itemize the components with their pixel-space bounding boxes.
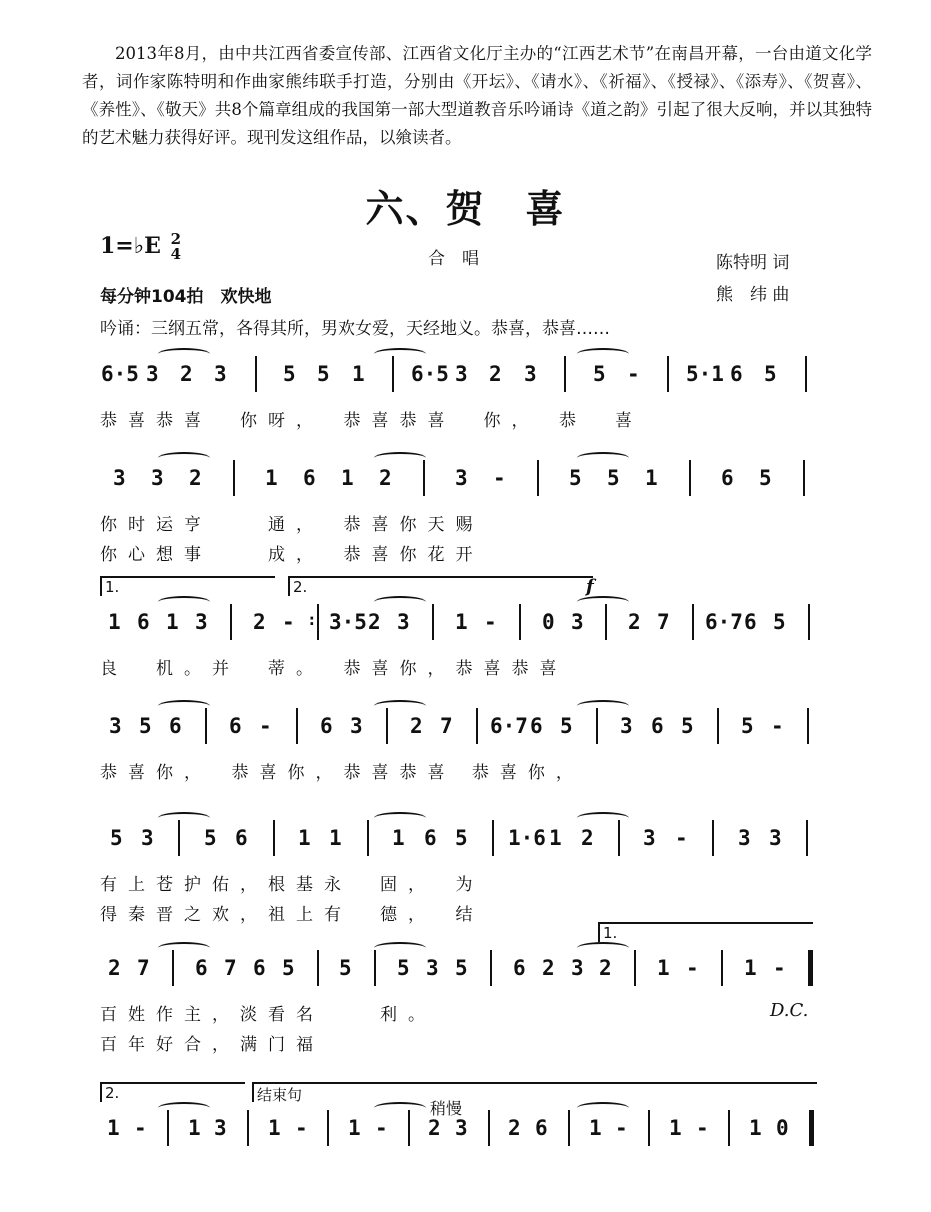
lyric-line: 恭喜你， 恭喜你，恭喜恭喜 恭喜你， (100, 763, 584, 783)
note: 1 (645, 466, 658, 490)
slur (577, 452, 629, 464)
barline (247, 1110, 249, 1146)
note: 0 (776, 1116, 789, 1140)
note: 6·5 (101, 362, 139, 386)
note: 3 (214, 362, 227, 386)
volta-second: 2. (100, 1082, 245, 1102)
notation-line (100, 1116, 822, 1150)
note: - (686, 956, 699, 980)
note: 3·5 (329, 610, 367, 634)
lyric-line: 百年好合，满门福 (100, 1035, 324, 1055)
barline (296, 708, 298, 744)
note: 1 (298, 826, 311, 850)
note: 5 (139, 714, 152, 738)
barline (808, 950, 813, 986)
note: 2 (581, 826, 594, 850)
note: 6 (169, 714, 182, 738)
slur (374, 700, 426, 712)
slur (158, 348, 210, 360)
performance-type: 合 唱 (428, 249, 479, 269)
barline (564, 356, 566, 392)
barline (408, 1110, 410, 1146)
note: 1 (341, 466, 354, 490)
note: 7 (440, 714, 453, 738)
note: 5 (560, 714, 573, 738)
barline (717, 708, 719, 744)
notation-line (100, 714, 822, 748)
barline (367, 820, 369, 856)
slur (158, 700, 210, 712)
note: 1 (107, 1116, 120, 1140)
notation-line (100, 362, 822, 396)
note: 6·7 (490, 714, 528, 738)
slur (577, 812, 629, 824)
note: 2 (410, 714, 423, 738)
note: 6 (535, 1116, 548, 1140)
barline (537, 460, 539, 496)
note: 1 (166, 610, 179, 634)
note: 3 (214, 1116, 227, 1140)
note: 5 (773, 610, 786, 634)
barline (230, 604, 232, 640)
note: 1 (669, 1116, 682, 1140)
barline (317, 950, 319, 986)
lyricist: 陈特明 词 (716, 253, 790, 273)
da-capo-mark: D.C. (770, 1000, 809, 1021)
lyric-line: 得秦晋之欢，祖上有 德， 结 (100, 905, 484, 925)
note: 1 (352, 362, 365, 386)
note: 5 (339, 956, 352, 980)
slur (577, 942, 629, 954)
note: - (375, 1116, 388, 1140)
slur (577, 348, 629, 360)
barline (605, 604, 607, 640)
note: - (134, 1116, 147, 1140)
note: 3 (455, 1116, 468, 1140)
barline (317, 604, 319, 640)
barline (255, 356, 257, 392)
barline (689, 460, 691, 496)
note: 6 (513, 956, 526, 980)
barline (596, 708, 598, 744)
note: 6 (137, 610, 150, 634)
note: 2 (379, 466, 392, 490)
intro-paragraph: 2013年8月，由中共江西省委宣传部、江西省文化厅主办的“江西艺术节”在南昌开幕，一台由道文化学者，词作家陈特明和作曲家熊纬联手打造，分别由《开坛》、《请水》、《祈福》、《授禄》、《添寿》、《贺喜》、《养性》、《敬天》共8个篇章组成的我国第一部大型道教音乐吟诵诗《道之韵》引起了很大反响，并以其独特的艺术魅力获得好评。现刊发这组作品，以飨读者。 (82, 44, 872, 147)
notation-line (100, 610, 822, 644)
notation-line (100, 466, 822, 500)
key-signature (100, 232, 181, 262)
note: 5 (282, 956, 295, 980)
note: 3 (397, 610, 410, 634)
note: 5 (759, 466, 772, 490)
note: 3 (151, 466, 164, 490)
slur (577, 596, 629, 608)
volta-first: 1. (100, 576, 275, 596)
slur (374, 348, 426, 360)
note: 6 (320, 714, 333, 738)
barline (392, 356, 394, 392)
slur (158, 1102, 210, 1114)
note: 1 (549, 826, 562, 850)
note: - (627, 362, 640, 386)
slur (374, 1102, 426, 1114)
note: 5·1 (686, 362, 724, 386)
barline (519, 604, 521, 640)
note: 6·5 (411, 362, 449, 386)
barline (806, 820, 808, 856)
barline (618, 820, 620, 856)
note: 3 (146, 362, 159, 386)
note: 3 (524, 362, 537, 386)
volta-first: 1. (598, 922, 813, 942)
barline (803, 460, 805, 496)
note: 2 (180, 362, 193, 386)
note: 2 (508, 1116, 521, 1140)
note: - (259, 714, 272, 738)
note: 3 (571, 610, 584, 634)
note: 6 (651, 714, 664, 738)
note: 3 (769, 826, 782, 850)
note: 2 (489, 362, 502, 386)
note: 2 (108, 956, 121, 980)
note: 5 (455, 826, 468, 850)
lyric-line: 百姓作主，淡看名 利。 (100, 1005, 436, 1025)
note: 3 (109, 714, 122, 738)
note: 1 (749, 1116, 762, 1140)
slur (158, 596, 210, 608)
barline (432, 604, 434, 640)
barline (692, 604, 694, 640)
note: 5 (569, 466, 582, 490)
barline (805, 356, 807, 392)
note: 5 (397, 956, 410, 980)
note: 1·6 (508, 826, 546, 850)
time-top: 2 (170, 230, 181, 248)
note: 1 (268, 1116, 281, 1140)
note: - (493, 466, 506, 490)
barline (488, 1110, 490, 1146)
note: 3 (455, 466, 468, 490)
tempo-change-mark: 稍慢 (430, 1099, 463, 1118)
note: 3 (620, 714, 633, 738)
note: 3 (113, 466, 126, 490)
barline (728, 1110, 730, 1146)
lyric-line: 你时运亨 通， 恭喜你天赐 (100, 515, 484, 535)
barline (568, 1110, 570, 1146)
note: 6 (195, 956, 208, 980)
barline (233, 460, 235, 496)
lyric-line: 有上苍护佑，根基永 固， 为 (100, 875, 484, 895)
lyric-line: 你心想事 成， 恭喜你花开 (100, 545, 484, 565)
note: 5 (593, 362, 606, 386)
note: 1 (188, 1116, 201, 1140)
composer: 熊 纬 曲 (716, 285, 790, 305)
note: 7 (137, 956, 150, 980)
barline (327, 1110, 329, 1146)
note: 3 (455, 362, 468, 386)
repeat-dots: : (307, 610, 317, 629)
time-bottom: 4 (170, 245, 181, 263)
note: 3 (426, 956, 439, 980)
notation-line (100, 956, 822, 990)
note: 6 (253, 956, 266, 980)
slur (374, 452, 426, 464)
note: 5 (764, 362, 777, 386)
barline (807, 708, 809, 744)
note: 0 (542, 610, 555, 634)
note: 6 (530, 714, 543, 738)
note: 1 (348, 1116, 361, 1140)
note: 5 (455, 956, 468, 980)
barline (172, 950, 174, 986)
barline (490, 950, 492, 986)
note: 3 (738, 826, 751, 850)
barline (634, 950, 636, 986)
note: 7 (657, 610, 670, 634)
note: 3 (571, 956, 584, 980)
slur (158, 812, 210, 824)
chant-text: 吟诵：三纲五常，各得其所，男欢女爱，天经地义。恭喜，恭喜…… (100, 319, 610, 339)
slur (577, 700, 629, 712)
note: 3 (643, 826, 656, 850)
dynamic-mark: f (586, 576, 594, 597)
note: 6·7 (705, 610, 743, 634)
note: 5 (681, 714, 694, 738)
barline (178, 820, 180, 856)
barline (273, 820, 275, 856)
note: 5 (204, 826, 217, 850)
barline (476, 708, 478, 744)
barline (167, 1110, 169, 1146)
note: 5 (110, 826, 123, 850)
barline (492, 820, 494, 856)
lyric-line: 良 机。并 蒂。 恭喜你，恭喜恭喜 (100, 659, 568, 679)
note: 2 (628, 610, 641, 634)
ending-phrase-label: 结束句 (252, 1082, 817, 1102)
note: 1 (265, 466, 278, 490)
barline (809, 1110, 814, 1146)
note: 3 (195, 610, 208, 634)
note: 2 (542, 956, 555, 980)
time-signature (171, 232, 181, 262)
volta-second: 2. (288, 576, 593, 596)
note: 1 (744, 956, 757, 980)
key-text: 1=♭E (100, 233, 161, 259)
note: 2 (599, 956, 612, 980)
barline (386, 708, 388, 744)
note: - (295, 1116, 308, 1140)
note: 1 (589, 1116, 602, 1140)
note: 1 (455, 610, 468, 634)
barline (667, 356, 669, 392)
note: 6 (235, 826, 248, 850)
slur (374, 812, 426, 824)
slur (374, 596, 426, 608)
note: 6 (730, 362, 743, 386)
note: 2 (428, 1116, 441, 1140)
note: - (771, 714, 784, 738)
note: 3 (350, 714, 363, 738)
note: 1 (657, 956, 670, 980)
tempo: 每分钟104拍 欢快地 (100, 287, 272, 307)
note: 5 (741, 714, 754, 738)
barline (423, 460, 425, 496)
note: 6 (744, 610, 757, 634)
barline (374, 950, 376, 986)
barline (205, 708, 207, 744)
note: - (773, 956, 786, 980)
note: - (282, 610, 295, 634)
lyric-line: 恭喜恭喜 你呀， 恭喜恭喜 你， 恭 喜 (100, 411, 643, 431)
note: 6 (229, 714, 242, 738)
slur (374, 942, 426, 954)
notation-line (100, 826, 822, 860)
note: 2 (253, 610, 266, 634)
note: 3 (141, 826, 154, 850)
barline (721, 950, 723, 986)
note: 1 (108, 610, 121, 634)
note: - (484, 610, 497, 634)
note: 1 (392, 826, 405, 850)
note: 1 (329, 826, 342, 850)
slur (158, 452, 210, 464)
note: 5 (317, 362, 330, 386)
note: 6 (424, 826, 437, 850)
note: 5 (283, 362, 296, 386)
barline (808, 604, 810, 640)
note: 6 (721, 466, 734, 490)
barline (712, 820, 714, 856)
note: 6 (303, 466, 316, 490)
slur (158, 942, 210, 954)
slur (577, 1102, 629, 1114)
note: 2 (368, 610, 381, 634)
page-title: 六、贺 喜 (365, 186, 566, 231)
note: - (675, 826, 688, 850)
barline (648, 1110, 650, 1146)
note: - (696, 1116, 709, 1140)
note: - (615, 1116, 628, 1140)
note: 2 (189, 466, 202, 490)
note: 7 (224, 956, 237, 980)
note: 5 (607, 466, 620, 490)
